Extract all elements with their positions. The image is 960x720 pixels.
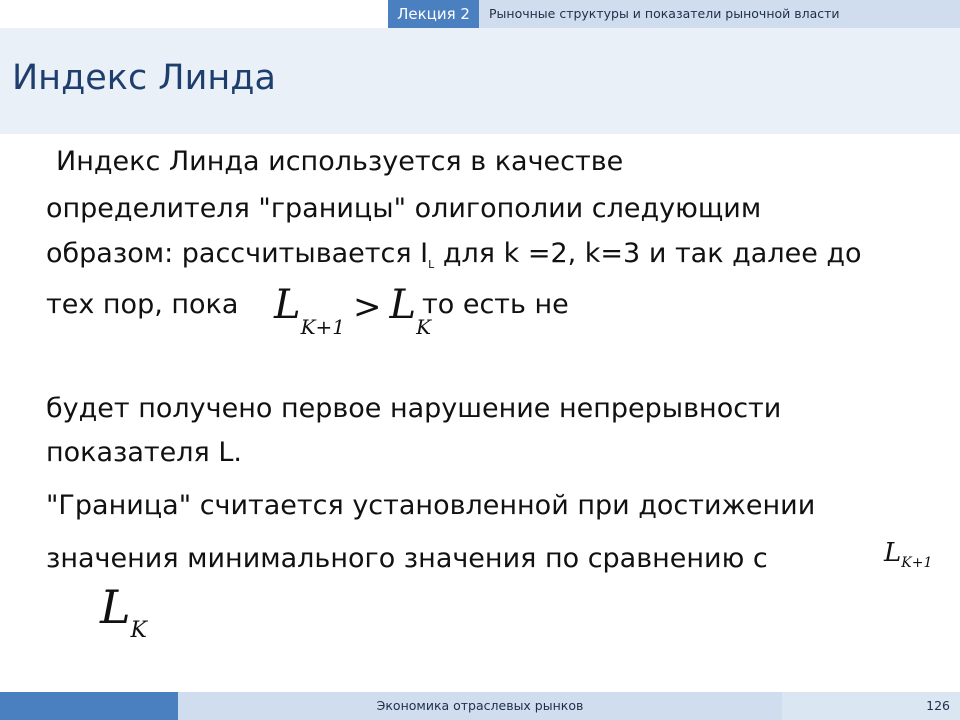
body-line-8: значения минимального значения по сравнению с bbox=[46, 543, 768, 574]
formula-subscript: K bbox=[130, 618, 147, 643]
formula-lk bbox=[100, 580, 147, 643]
body-line-5: будет получено первое нарушение непрерывности bbox=[46, 393, 782, 424]
body-line-6: показателя L. bbox=[46, 437, 242, 468]
body-line-7: "Граница" считается установленной при достижении bbox=[46, 490, 816, 521]
lecture-number: Лекция 2 bbox=[388, 0, 479, 28]
slide-number: 126 bbox=[782, 692, 960, 720]
lecture-topic: Рыночные структуры и показатели рыночной власти bbox=[479, 0, 960, 28]
body-line-3-end: для k =2, k=3 и так далее до bbox=[434, 238, 862, 269]
body-line-3-start: образом: рассчитывается I bbox=[46, 238, 429, 269]
formula-subscript: K+1 bbox=[901, 555, 933, 571]
formula-l-symbol: L bbox=[884, 538, 902, 568]
footer-accent-block bbox=[0, 692, 178, 720]
body-line-4a: тех пор, пока bbox=[46, 289, 239, 320]
body-line-1: Индекс Линда используется в качестве bbox=[56, 146, 624, 177]
index-subscript: L bbox=[428, 258, 435, 271]
formula-l-symbol: L bbox=[274, 282, 301, 328]
formula-lk1-greater-lk bbox=[274, 282, 431, 339]
footer-course-title: Экономика отраслевых рынков bbox=[178, 692, 782, 720]
formula-l-symbol: L bbox=[100, 580, 131, 634]
body-line-4b: то есть не bbox=[422, 289, 569, 320]
footer-bar bbox=[0, 692, 960, 720]
formula-subscript: K+1 bbox=[300, 315, 345, 339]
formula-operator: > bbox=[353, 287, 382, 327]
body-line-2: определителя "границы" олигополии следующим bbox=[46, 193, 762, 224]
formula-lk-plus-1 bbox=[884, 538, 932, 571]
title-band bbox=[0, 28, 960, 134]
top-header-strip bbox=[0, 0, 960, 28]
formula-l-symbol: L bbox=[389, 282, 417, 328]
slide-title: Индекс Линда bbox=[12, 58, 276, 98]
formula-subscript: K bbox=[416, 315, 432, 339]
body-line-3 bbox=[46, 238, 862, 271]
